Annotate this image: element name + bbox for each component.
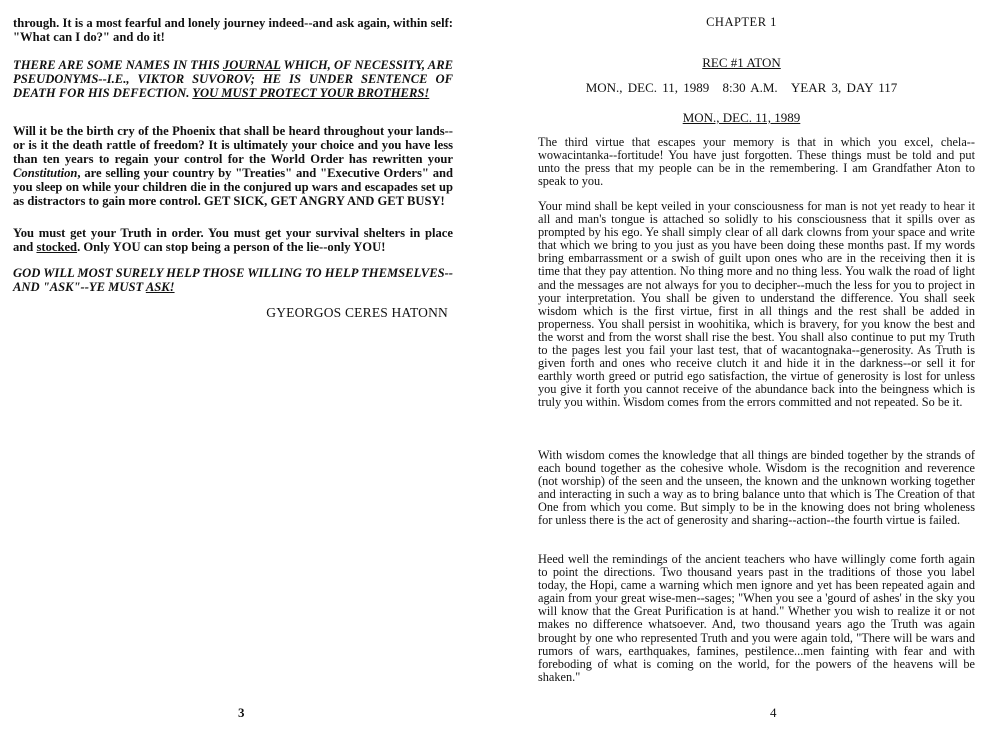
left-page xyxy=(0,0,470,734)
dateline-time: 8:30 A.M. xyxy=(722,80,778,95)
p4-text-b: . Only YOU can stop being a person of the lie--only YOU! xyxy=(77,240,386,254)
dateline-year: YEAR 3, DAY 117 xyxy=(790,80,898,95)
right-paragraph-4: Heed well the remindings of the ancient teachers who have willingly come forth again to point the directions. Two thousand years past in the traditions of those you label today, the Hopi, came a warning which men ignore and yet has been repeated again and again from your great wise-men--sages; "When you see a 'gourd of ashes' in the sky you will know that the Great Purification is at hand." Whether you wish to realize it or not makes no difference whatsoever. And, two thousand years ago the Truth was again brought by one who represented Truth and you were again told, "There will be wars and rumors of wars, earthquakes, famines, pestilence...men fainting with fear and with foreboding of what is coming on the world, for the powers of the heavens will be shaken." xyxy=(538,552,975,684)
notice-text-b: WHICH, OF NECESSITY, ARE PSEUDONYMS--I.E., VIKTOR SUVOROV; HE IS UNDER SENTENCE OF DEATH FOR HIS DEFECTION. xyxy=(13,58,453,100)
left-paragraph-1: through. It is a most fearful and lonely journey indeed--and ask again, within self: "What can I do?" and do it! xyxy=(13,16,453,44)
left-paragraph-2-notice xyxy=(13,58,453,100)
left-paragraph-3 xyxy=(13,124,453,208)
notice-journal-underlined: JOURNAL xyxy=(222,58,281,72)
p3-constitution-italic: Constitution xyxy=(13,166,78,180)
right-paragraph-1: The third virtue that escapes your memory is that in which you excel, chela--wowacintanka--fortitude! You have just forgotten. These things must be told and put unto the press that my people can be in the remembering. I am Grandfather Aton to speak to you. xyxy=(538,135,975,189)
p5-ask-underlined: ASK! xyxy=(145,280,175,294)
date-underlined: MON., DEC. 11, 1989 xyxy=(682,110,801,125)
dateline-date: MON., DEC. 11, 1989 xyxy=(585,80,710,95)
notice-protect-underlined: YOU MUST PROTECT YOUR BROTHERS! xyxy=(192,86,430,100)
right-paragraph-2: Your mind shall be kept veiled in your consciousness for man is not yet ready to hear it all and man's tongue is attached so solidly to his consciousness that it spills over as prompted by his ego. Ye shall simply clear of all dark clowns from your space and write that which we bring to you just as you have been doing these months past. If my words bring embarrassment or a swish of guilt upon ones who are in the receiving then it is time that they pay attention. No thing more and no thing less. You walk the road of light and the messages are not always for you to decipher--much the less for you to project in your interpretation. You shall be given to understand the difference. You shall seek wisdom which is the first virtue, first in all things and the rest shall be added in properness. You shall persist in woohitika, which is bravery, for you know the best and the worst and from the worst shall rise the best. You shall also continue to put my Truth to the pages lest you fail your last test, that of wacantognaka--generosity. As Truth is given forth and ones who receive clutch it and hide it in the darkness--or sell it for earthly worth greed or putrid ego satisfaction, the virtue of generosity is lost for unless you give it forth you cannot receive of the abundance back into the beingness which is truly you within. Wisdom comes from the errors committed and not repeated. So be it. xyxy=(538,199,975,410)
record-heading: REC #1 ATON xyxy=(702,55,781,70)
dateline xyxy=(494,80,989,96)
p3-text-a: Will it be the birth cry of the Phoenix that shall be heard throughout your lands--or is it the death rattle of freedom? It is ultimately your choice and you have less than ten years to regain your control for the World Order has rewritten your xyxy=(13,124,453,166)
notice-text-a: THERE ARE SOME NAMES IN THIS xyxy=(13,58,223,72)
left-paragraph-5 xyxy=(13,266,453,294)
page-number-right: 4 xyxy=(770,705,777,720)
p4-stocked-underlined: stocked xyxy=(36,240,78,254)
signature: GYEORGOS CERES HATONN xyxy=(266,305,448,320)
chapter-heading: CHAPTER 1 xyxy=(706,15,777,29)
page-number-left: 3 xyxy=(238,705,245,720)
p4-text-a: You must get your Truth in order. You must get your survival shelters in place and xyxy=(13,226,453,254)
p3-text-b: , are selling your country by "Treaties" and "Executive Orders" and you sleep on while your children die in the conjured up wars and escapades set up as distractors to gain more control. GET SICK, GET ANGRY AND GET BUSY! xyxy=(13,166,453,208)
left-paragraph-4 xyxy=(13,226,453,254)
right-paragraph-3: With wisdom comes the knowledge that all things are binded together by the strands of each bound together as the cohesive whole. Wisdom is the recognition and reverence (not worship) of the seen and the unseen, the known and the unknown working together and interacting in such a way as to bring balance unto that which is The Creation of that One from which you come. But simply to be in the knowing does not bring wholeness for unless there is the act of generosity and sharing--action--the fourth virtue is failed. xyxy=(538,448,975,528)
right-page xyxy=(494,0,989,734)
p5-text-a: GOD WILL MOST SURELY HELP THOSE WILLING TO HELP THEMSELVES--AND "ASK"--YE MUST xyxy=(13,266,453,294)
